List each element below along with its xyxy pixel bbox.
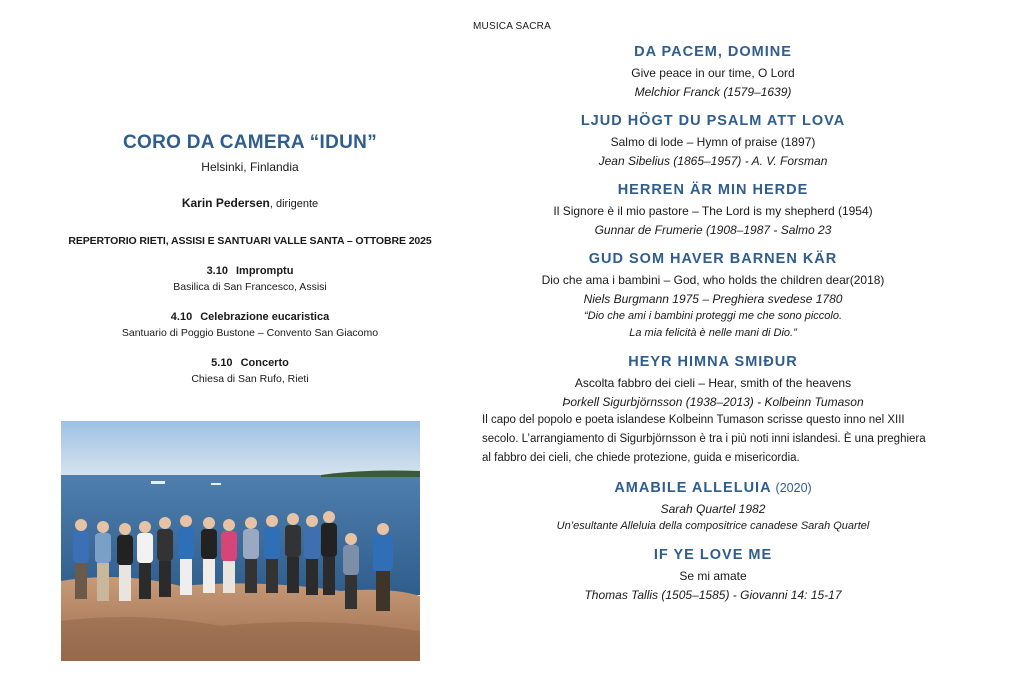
director-name: Karin Pedersen xyxy=(181,196,270,210)
director-role: , dirigente xyxy=(269,198,319,210)
repertoire-title: REPERTORIO RIETI, ASSISI E SANTUARI VALLE SANTA – OTTOBRE 2025 xyxy=(68,235,432,247)
piece-subtitle: Give peace in our time, O Lord xyxy=(631,66,795,80)
program-piece xyxy=(462,113,964,170)
piece-title-line xyxy=(462,480,964,496)
program-list xyxy=(462,44,964,616)
event-date: 4.10 xyxy=(170,311,193,323)
piece-composer: Niels Burgmann 1975 – Preghiera svedese 1780 xyxy=(583,292,843,306)
choir-photo-image xyxy=(61,421,420,661)
program-piece xyxy=(462,44,964,101)
piece-description-line: al fabbro dei cieli, che chiede protezione, guida e misericordia. xyxy=(482,452,800,464)
choir-photo xyxy=(61,421,420,661)
director xyxy=(60,196,440,210)
event-place: Basilica di San Francesco, Assisi xyxy=(173,281,327,293)
piece-composer: Gunnar de Frumerie (1908–1987 - Salmo 23 xyxy=(594,223,832,237)
piece-quote-line: La mia felicità è nelle mani di Dio.” xyxy=(629,327,797,339)
piece-composer: Thomas Tallis (1505–1585) - Giovanni 14: 15-17 xyxy=(584,588,842,602)
piece-composer: Sarah Quartel 1982 xyxy=(660,502,766,516)
piece-subtitle: Ascolta fabbro dei cieli – Hear, smith of the heavens xyxy=(574,376,852,390)
piece-subtitle: Salmo di lode – Hymn of praise (1897) xyxy=(610,135,816,149)
choir-title: CORO DA CAMERA “IDUN” xyxy=(123,132,377,153)
piece-subtitle: Dio che ama i bambini – God, who holds the children dear(2018) xyxy=(541,273,885,287)
piece-title: HERREN ÄR MIN HERDE xyxy=(617,182,809,198)
piece-title: GUD SOM HAVER BARNEN KÄR xyxy=(588,251,838,267)
event-place: Santuario di Poggio Bustone – Convento San Giacomo xyxy=(121,327,379,339)
piece-description-line: Il capo del popolo e poeta islandese Kolbeinn Tumason scrisse questo inno nel XIII xyxy=(482,414,905,426)
piece-composer: Þorkell Sigurbjörnsson (1938–2013) - Kolbeinn Tumason xyxy=(562,395,864,409)
event-item xyxy=(60,311,440,339)
program-piece xyxy=(462,480,964,535)
event-title: Impromptu xyxy=(235,265,294,277)
page-header: MUSICA SACRA xyxy=(473,21,551,32)
piece-subtitle: Se mi amate xyxy=(679,569,747,583)
piece-title: AMABILE ALLELUIA xyxy=(614,480,772,496)
piece-description-line: secolo. L’arrangiamento di Sigurbjörnsson è tra i più noti inni islandesi. È una preghiera xyxy=(482,433,926,445)
piece-title: LJUD HÖGT DU PSALM ATT LOVA xyxy=(580,113,846,129)
event-place: Chiesa di San Rufo, Rieti xyxy=(191,373,309,385)
program-piece xyxy=(462,182,964,239)
event-date: 3.10 xyxy=(206,265,228,277)
piece-note: Un’esultante Alleluia della compositrice canadese Sarah Quartel xyxy=(556,520,870,532)
program-piece xyxy=(462,251,964,342)
event-date: 5.10 xyxy=(211,357,233,369)
piece-title: HEYR HIMNA SMIÐUR xyxy=(628,354,798,370)
event-title: Celebrazione eucaristica xyxy=(200,311,330,323)
event-title: Concerto xyxy=(240,357,289,369)
piece-title: DA PACEM, DOMINE xyxy=(634,44,792,60)
event-item xyxy=(60,265,440,293)
choir-city: Helsinki, Finlandia xyxy=(201,160,299,174)
program-piece xyxy=(462,547,964,604)
piece-composer: Melchior Franck (1579–1639) xyxy=(634,85,792,99)
piece-subtitle: Il Signore è il mio pastore – The Lord is my shepherd (1954) xyxy=(553,204,873,218)
piece-year: (2020) xyxy=(775,481,812,495)
event-item xyxy=(60,357,440,385)
piece-composer: Jean Sibelius (1865–1957) - A. V. Forsman xyxy=(598,154,828,168)
piece-title: IF YE LOVE ME xyxy=(653,547,773,563)
piece-quote-line: “Dio che ami i bambini proteggi me che sono piccolo. xyxy=(583,310,843,322)
program-piece xyxy=(462,354,964,468)
choir-info xyxy=(60,132,440,385)
